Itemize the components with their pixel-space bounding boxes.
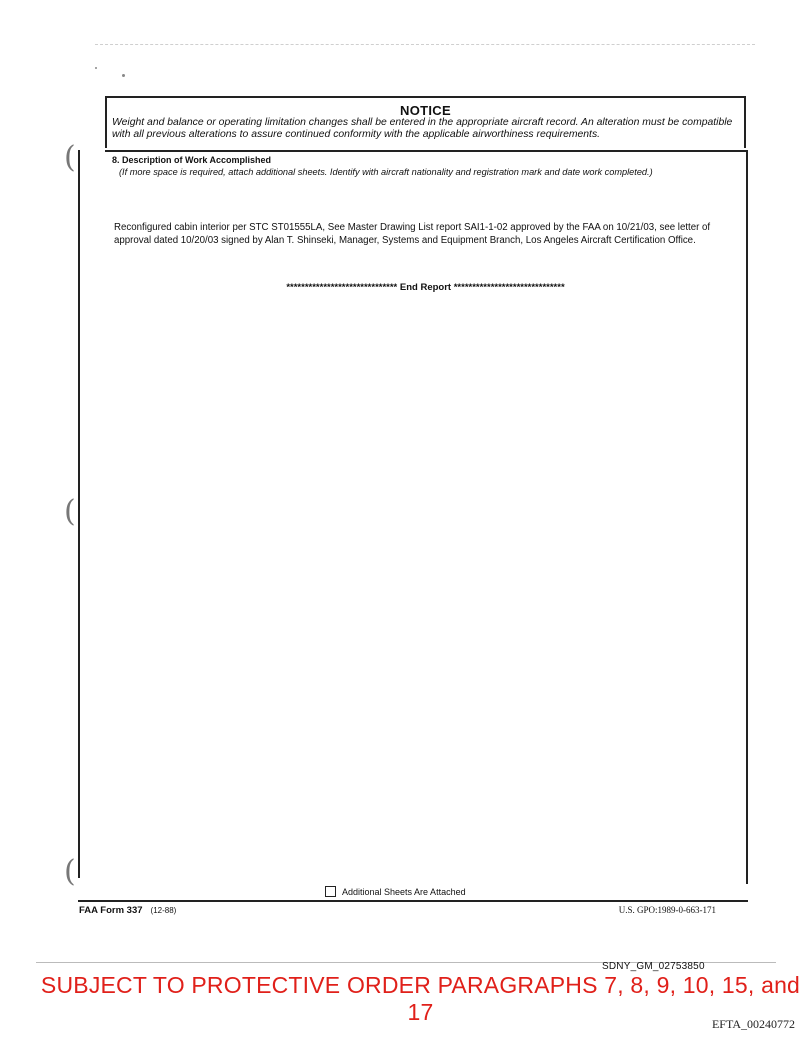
section-instructions: (If more space is required, attach additional sheets. Identify with aircraft nationality and registration mark and date work completed.) — [119, 167, 653, 177]
scan-artifact-line — [95, 44, 755, 45]
additional-sheets-checkbox[interactable] — [325, 886, 336, 897]
additional-sheets-label: Additional Sheets Are Attached — [342, 886, 466, 897]
notice-text: Weight and balance or operating limitation changes shall be entered in the appropriate aircraft record. An alteration must be compatible with all previous alterations to assure continued conformity with the applicable airworthiness requirements. — [112, 117, 733, 140]
form-footer-name — [79, 905, 176, 916]
work-description-text: Reconfigured cabin interior per STC ST01555LA, See Master Drawing List report SAI1-1-02 approved by the FAA on 10/21/03, see letter of approval dated 10/20/03 signed by Alan T. Shinseki, Manager, Systems and Equipment Branch, Los Angeles Aircraft Certification Office. — [114, 222, 711, 246]
end-report-marker: ****************************** End Report ****************************** — [286, 282, 565, 293]
punch-hole-mark: ( — [64, 494, 76, 529]
section-title: 8. Description of Work Accomplished — [112, 155, 272, 165]
form-name: FAA Form 337 — [79, 905, 143, 916]
scan-speck — [122, 74, 125, 77]
work-description-section — [105, 150, 748, 884]
punch-hole-mark: ( — [64, 854, 76, 889]
additional-sheets-row — [325, 886, 466, 897]
form-bottom-border — [78, 900, 748, 902]
notice-title: NOTICE — [400, 103, 451, 118]
document-id: EFTA_00240772 — [711, 1017, 795, 1031]
gpo-printing-code: U.S. GPO:1989-0-663-171 — [618, 905, 716, 915]
punch-hole-mark: ( — [64, 140, 76, 175]
scan-speck — [95, 67, 97, 69]
notice-box — [105, 96, 746, 148]
form-left-border — [78, 150, 80, 878]
faa-form-337-page — [105, 96, 748, 884]
bates-number: SDNY_GM_02753850 — [602, 961, 705, 972]
form-revision: (12-88) — [150, 906, 177, 915]
protective-order-stamp: SUBJECT TO PROTECTIVE ORDER PARAGRAPHS 7, 8, 9, 10, 15, and 17 — [40, 972, 801, 1025]
